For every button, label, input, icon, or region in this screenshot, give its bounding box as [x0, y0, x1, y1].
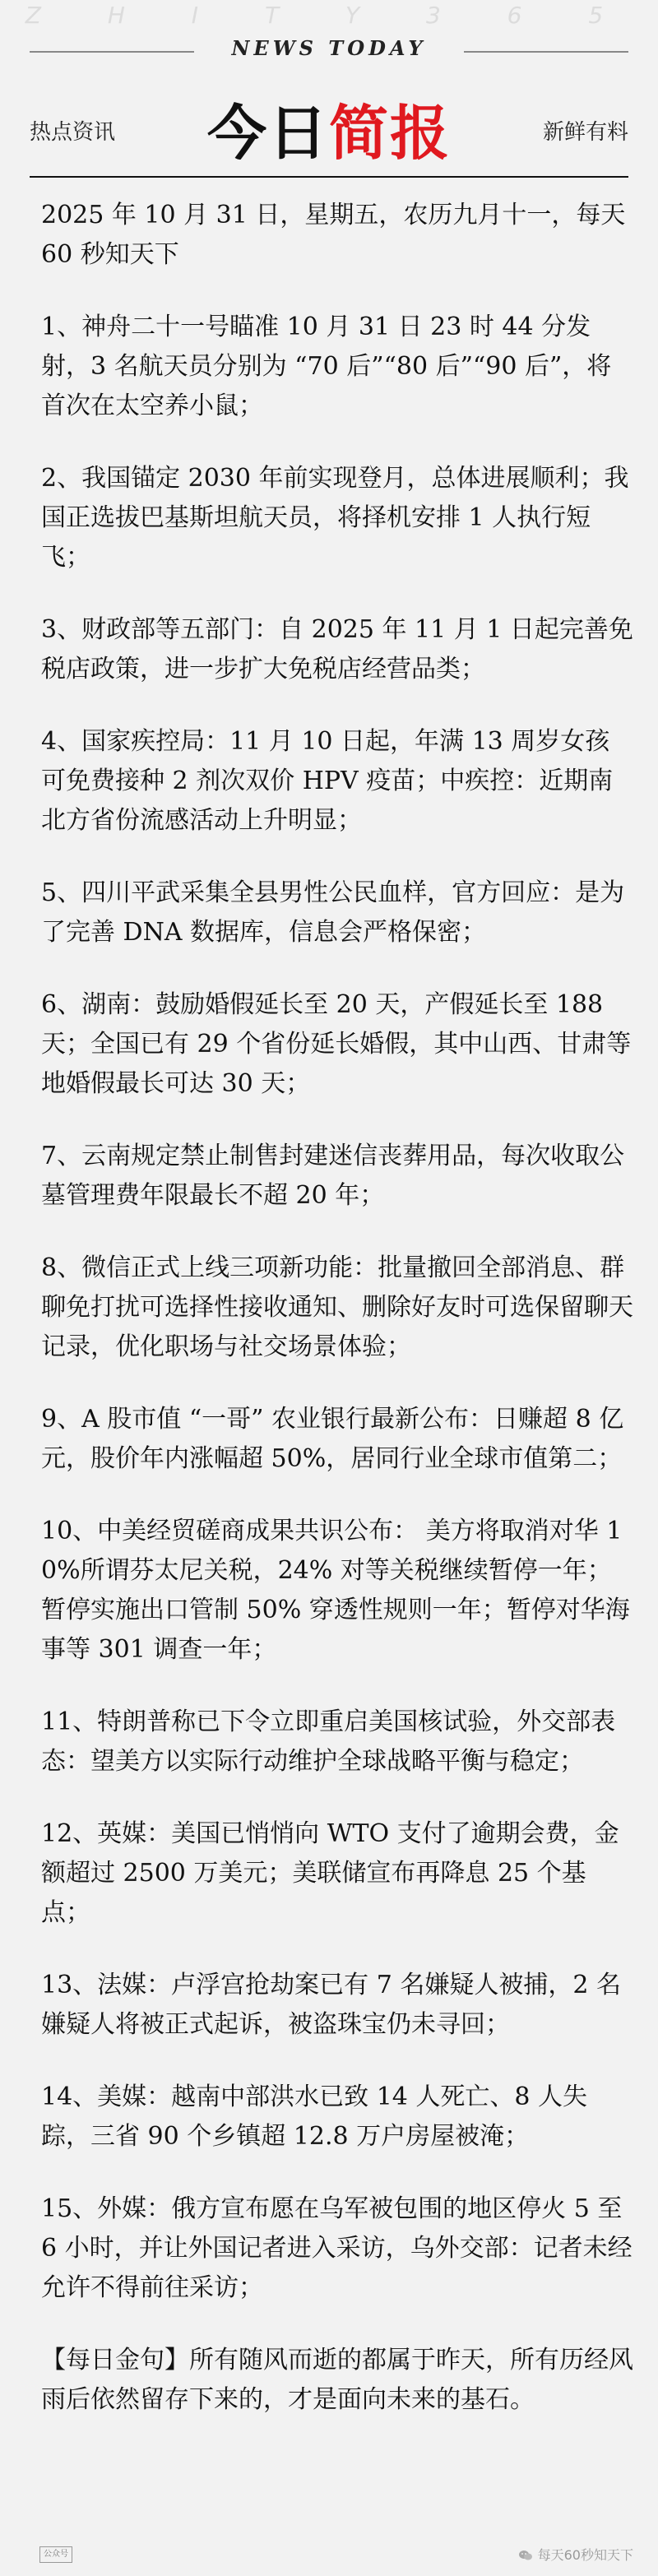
- masthead: [0, 0, 658, 173]
- news-item-11: 11、特朗普称已下令立即重启美国核试验，外交部表态：望美方以实际行动维护全球战略平衡与稳定；: [41, 1707, 616, 1776]
- footer: [0, 2540, 658, 2576]
- news-item-6: 6、湖南：鼓励婚假延长至 20 天，产假延长至 188 天；全国已有 29 个省份延长婚假，其中山西、甘肃等地婚假最长可达 30 天；: [41, 990, 632, 1098]
- title-part-black: 今日: [206, 99, 329, 168]
- news-item-7: 7、云南规定禁止制售封建迷信丧葬用品，每次收取公墓管理费年限最长不超 20 年；: [41, 1142, 625, 1210]
- news-item-13: 13、法媒：卢浮宫抢劫案已有 7 名嫌疑人被捕，2 名嫌疑人将被正式起诉，被盗珠宝仍未寻回；: [41, 1971, 621, 2039]
- news-item-14: 14、美媒：越南中部洪水已致 14 人死亡、8 人失踪，三省 90 个乡镇超 12.8 万户房屋被淹；: [41, 2083, 588, 2151]
- wechat-icon: [518, 2550, 533, 2561]
- masthead-letters: Z H I T Y 3 6 5: [25, 2, 633, 29]
- news-item-1: 1、神舟二十一号瞄准 10 月 31 日 23 时 44 分发射，3 名航天员分别为 “70 后”“80 后”“90 后”，将首次在太空养小鼠；: [41, 313, 612, 420]
- date-line: 2025 年 10 月 31 日，星期五，农历九月十一，每天 60 秒知天下: [41, 201, 626, 269]
- news-item-5: 5、四川平武采集全县男性公民血样，官方回应：是为了完善 DNA 数据库，信息会严格保密；: [41, 878, 625, 947]
- news-item-3: 3、财政部等五部门：自 2025 年 11 月 1 日起完善免税店政策，进一步扩大免税店经营品类；: [41, 615, 633, 683]
- watermark-text: 每天60秒知天下: [537, 2547, 633, 2563]
- news-item-12: 12、英媒：美国已悄悄向 WTO 支付了逾期会费，金额超过 2500 万美元；美联储宣布再降息 25 个基点；: [41, 1819, 619, 1927]
- header-divider: [30, 176, 628, 178]
- news-list: [41, 196, 633, 2453]
- news-item-15: 15、外媒：俄方宣布愿在乌军被包围的地区停火 5 至 6 小时，并让外国记者进入采访，乌外交部：记者未经允许不得前往采访；: [41, 2194, 633, 2302]
- daily-quote: 【每日金句】所有随风而逝的都属于昨天，所有历经风雨后依然留存下来的，才是面向未来的基石。: [41, 2346, 633, 2414]
- title-part-red: 简报: [329, 99, 452, 168]
- news-item-2: 2、我国锚定 2030 年前实现登月，总体进展顺利；我国正选拔巴基斯坦航天员，将择机安排 1 人执行短飞；: [41, 464, 629, 572]
- watermark: [518, 2545, 633, 2564]
- news-item-8: 8、微信正式上线三项新功能：批量撤回全部消息、群聊免打扰可选择性接收通知、删除好友时可选保留聊天记录，优化职场与社交场景体验；: [41, 1253, 633, 1361]
- fresh-label: 新鲜有料: [542, 120, 628, 145]
- footer-logo: 公众号: [39, 2546, 72, 2563]
- news-today-label: NEWS TODAY: [231, 36, 427, 60]
- news-item-4: 4、国家疾控局：11 月 10 日起，年满 13 周岁女孩可免费接种 2 剂次双价 HPV 疫苗；中疾控：近期南北方省份流感活动上升明显；: [41, 727, 614, 835]
- news-item-10: 10、中美经贸磋商成果共识公布： 美方将取消对华 10%所谓芬太尼关税，24% 对等关税继续暂停一年；暂停实施出口管制 50% 穿透性规则一年；暂停对华海事等 301 调查一年；: [41, 1517, 630, 1664]
- news-item-9: 9、A 股市值 “一哥” 农业银行最新公布：日赚超 8 亿元，股价年内涨幅超 50%，居同行业全球市值第二；: [41, 1405, 624, 1473]
- hot-news-label: 热点资讯: [30, 120, 116, 145]
